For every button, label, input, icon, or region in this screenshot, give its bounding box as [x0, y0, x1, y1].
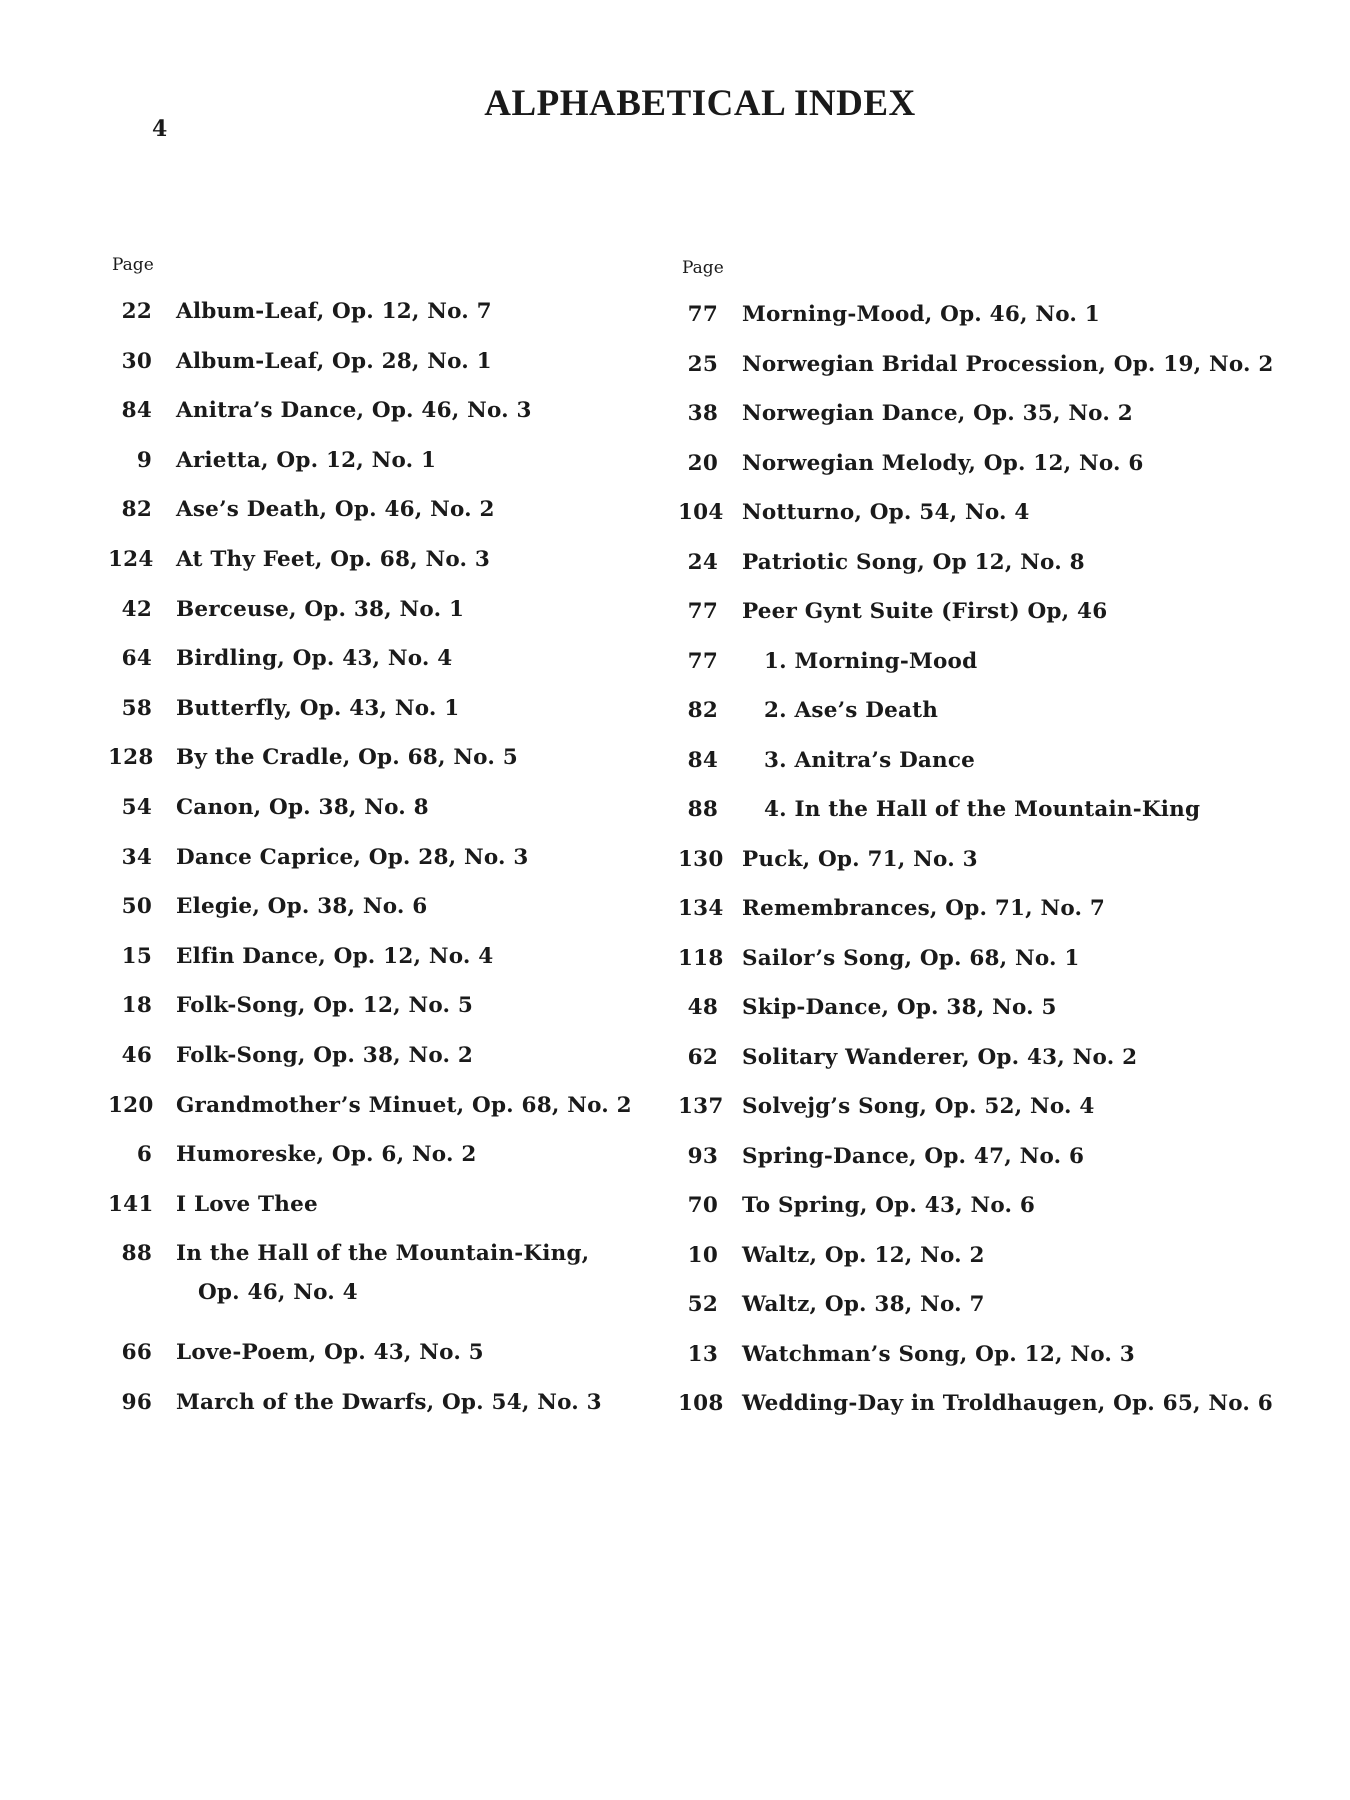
entry-page-number: 24 — [687, 549, 718, 575]
entry-title-text: Canon, Op. 38, No. 8 — [176, 794, 429, 820]
entry-title — [176, 689, 648, 728]
index-list-left — [108, 301, 648, 1441]
index-entry — [678, 1393, 1318, 1443]
entry-title — [176, 937, 648, 976]
entry-title-text: Solvejg’s Song, Op. 52, No. 4 — [742, 1094, 1095, 1119]
entry-page-number: 137 — [678, 1094, 724, 1119]
entry-page-number: 50 — [121, 894, 152, 920]
entry-title — [764, 691, 1318, 730]
entry-page-number: 22 — [121, 299, 152, 324]
entry-title — [176, 887, 648, 926]
entry-page-number: 48 — [687, 995, 718, 1020]
index-column-left — [108, 255, 648, 1441]
entry-page-number: 104 — [678, 500, 724, 525]
entry-page-number: 130 — [678, 846, 724, 872]
entry-page-number: 82 — [121, 497, 152, 523]
entry-title — [742, 939, 1318, 978]
entry-title-text: Love-Poem, Op. 43, No. 5 — [176, 1340, 484, 1366]
entry-title — [176, 1036, 648, 1075]
entry-page-number: 62 — [687, 1044, 718, 1070]
entry-title-text: Anitra’s Dance, Op. 46, No. 3 — [176, 398, 532, 424]
entry-title-text: Sailor’s Song, Op. 68, No. 1 — [742, 945, 1080, 971]
entry-title-text: At Thy Feet, Op. 68, No. 3 — [176, 546, 491, 572]
entry-title-text: In the Hall of the Mountain-King, — [176, 1241, 590, 1267]
entry-title-text: I Love Thee — [176, 1191, 318, 1217]
entry-title-text: Waltz, Op. 38, No. 7 — [742, 1292, 985, 1317]
entry-title — [742, 1186, 1318, 1225]
entry-title-continuation: Op. 46, No. 4 — [198, 1280, 358, 1306]
entry-title — [742, 295, 1318, 334]
entry-title-text: Album-Leaf, Op. 28, No. 1 — [176, 348, 492, 374]
entry-title — [176, 838, 648, 877]
entry-title-text: Puck, Op. 71, No. 3 — [742, 846, 978, 872]
entry-title — [742, 840, 1318, 879]
entry-title — [176, 738, 648, 777]
index-list-right — [678, 304, 1318, 1443]
entry-title — [742, 1285, 1318, 1324]
entry-title — [176, 788, 648, 827]
entry-page-number: 18 — [121, 993, 152, 1019]
entry-title — [176, 1086, 648, 1125]
entry-page-number: 88 — [687, 797, 718, 822]
entry-title — [176, 639, 648, 678]
entry-page-number: 38 — [687, 401, 718, 426]
entry-page-number: 141 — [108, 1191, 154, 1217]
entry-title — [742, 1335, 1318, 1374]
entry-title-text: Spring-Dance, Op. 47, No. 6 — [742, 1143, 1085, 1169]
entry-title — [176, 342, 648, 381]
entry-title-text: Remembrances, Op. 71, No. 7 — [742, 896, 1106, 921]
entry-page-number: 34 — [121, 844, 152, 870]
entry-page-number: 118 — [678, 945, 724, 971]
entry-title-text: Wedding-Day in Troldhaugen, Op. 65, No. 6 — [742, 1391, 1273, 1416]
entry-page-number: 134 — [678, 896, 724, 921]
entry-title-text: 3. Anitra’s Dance — [764, 747, 976, 773]
entry-title — [176, 986, 648, 1025]
entry-title-text: Folk-Song, Op. 38, No. 2 — [176, 1042, 474, 1068]
entry-page-number: 77 — [687, 648, 718, 674]
entry-title-text: 1. Morning-Mood — [764, 648, 978, 674]
entry-page-number: 124 — [108, 546, 154, 572]
entry-page-number: 42 — [121, 596, 152, 622]
entry-page-number: 20 — [687, 450, 718, 476]
entry-title-text: Folk-Song, Op. 12, No. 5 — [176, 993, 474, 1019]
entry-title — [764, 790, 1318, 829]
entry-title-text: Notturno, Op. 54, No. 4 — [742, 500, 1030, 525]
entry-title-text: Dance Caprice, Op. 28, No. 3 — [176, 844, 529, 870]
entry-page-number: 84 — [121, 398, 152, 424]
entry-title — [742, 1236, 1318, 1275]
entry-page-number: 66 — [121, 1340, 152, 1366]
entry-page-number: 46 — [121, 1042, 152, 1068]
entry-page-number: 82 — [687, 698, 718, 723]
entry-title-text: Arietta, Op. 12, No. 1 — [176, 447, 437, 473]
entry-title — [764, 642, 1318, 681]
entry-title-text: Norwegian Melody, Op. 12, No. 6 — [742, 450, 1144, 476]
page-title: ALPHABETICAL INDEX — [484, 83, 916, 124]
entry-page-number: 93 — [687, 1143, 718, 1169]
entry-page-number: 77 — [687, 599, 718, 624]
entry-title — [742, 444, 1318, 483]
entry-title — [176, 590, 648, 629]
page-number: 4 — [152, 116, 168, 142]
entry-page-number: 77 — [687, 302, 718, 327]
index-entry — [108, 1243, 648, 1342]
entry-page-number: 25 — [687, 351, 718, 377]
entry-title — [742, 1137, 1318, 1176]
entry-page-number: 9 — [136, 447, 152, 473]
entry-title — [176, 1135, 648, 1174]
entry-page-number: 96 — [121, 1389, 152, 1415]
page-column-header: Page — [682, 258, 724, 278]
entry-title — [742, 345, 1318, 384]
entry-page-number: 30 — [121, 348, 152, 374]
entry-title — [176, 391, 648, 430]
entry-page-number: 13 — [687, 1341, 718, 1367]
entry-title — [742, 543, 1318, 582]
entry-page-number: 128 — [108, 745, 154, 771]
entry-title — [742, 1087, 1318, 1126]
entry-title — [176, 540, 648, 579]
entry-title — [742, 592, 1318, 631]
entry-title-text: Patriotic Song, Op 12, No. 8 — [742, 549, 1085, 575]
entry-title-text: To Spring, Op. 43, No. 6 — [742, 1193, 1036, 1218]
entry-title-text: Berceuse, Op. 38, No. 1 — [176, 596, 465, 622]
entry-title — [176, 292, 648, 331]
entry-title — [742, 988, 1318, 1027]
entry-title-text: Norwegian Dance, Op. 35, No. 2 — [742, 401, 1133, 426]
entry-title-text: Birdling, Op. 43, No. 4 — [176, 646, 453, 672]
entry-page-number: 88 — [121, 1241, 152, 1267]
entry-title — [764, 741, 1318, 780]
entry-title — [176, 1383, 648, 1422]
entry-page-number: 10 — [687, 1242, 718, 1268]
entry-title — [742, 889, 1318, 928]
page-column-header: Page — [112, 255, 154, 275]
entry-title-text: Peer Gynt Suite (First) Op, 46 — [742, 599, 1108, 624]
entry-title-text: Album-Leaf, Op. 12, No. 7 — [176, 299, 492, 324]
entry-title — [176, 1185, 648, 1224]
entry-page-number: 6 — [136, 1142, 152, 1168]
entry-page-number: 64 — [121, 646, 152, 672]
entry-title-text: Morning-Mood, Op. 46, No. 1 — [742, 302, 1100, 327]
entry-page-number: 120 — [108, 1092, 154, 1118]
entry-title-text: March of the Dwarfs, Op. 54, No. 3 — [176, 1389, 602, 1415]
entry-title — [176, 1234, 648, 1312]
entry-page-number: 52 — [687, 1292, 718, 1317]
entry-title-text: By the Cradle, Op. 68, No. 5 — [176, 745, 518, 771]
entry-title-text: Elfin Dance, Op. 12, No. 4 — [176, 943, 494, 969]
entry-title-text: Watchman’s Song, Op. 12, No. 3 — [742, 1341, 1135, 1367]
index-column-right — [678, 258, 1318, 1443]
entry-page-number: 70 — [687, 1193, 718, 1218]
entry-title-text: Elegie, Op. 38, No. 6 — [176, 894, 428, 920]
index-entry — [108, 1389, 648, 1442]
entry-page-number: 58 — [121, 695, 152, 721]
entry-title — [742, 394, 1318, 433]
entry-title-text: Butterfly, Op. 43, No. 1 — [176, 695, 460, 721]
entry-title-text: Grandmother’s Minuet, Op. 68, No. 2 — [176, 1092, 632, 1118]
entry-page-number: 54 — [121, 794, 152, 820]
entry-title-text: 4. In the Hall of the Mountain-King — [764, 797, 1201, 822]
entry-title-text: Waltz, Op. 12, No. 2 — [742, 1242, 985, 1268]
entry-title-text: Humoreske, Op. 6, No. 2 — [176, 1142, 477, 1168]
entry-title-text: Ase’s Death, Op. 46, No. 2 — [176, 497, 495, 523]
entry-page-number: 15 — [121, 943, 152, 969]
entry-title — [176, 490, 648, 529]
entry-page-number: 84 — [687, 747, 718, 773]
entry-page-number: 108 — [678, 1391, 724, 1416]
entry-title-text: Solitary Wanderer, Op. 43, No. 2 — [742, 1044, 1138, 1070]
entry-title — [742, 1038, 1318, 1077]
entry-title-text: 2. Ase’s Death — [764, 698, 939, 723]
entry-title — [742, 1384, 1318, 1423]
entry-title — [176, 441, 648, 480]
entry-title-text: Skip-Dance, Op. 38, No. 5 — [742, 995, 1057, 1020]
entry-title — [176, 1333, 648, 1372]
entry-title — [742, 493, 1318, 532]
entry-title-text: Norwegian Bridal Procession, Op. 19, No. 2 — [742, 351, 1274, 377]
